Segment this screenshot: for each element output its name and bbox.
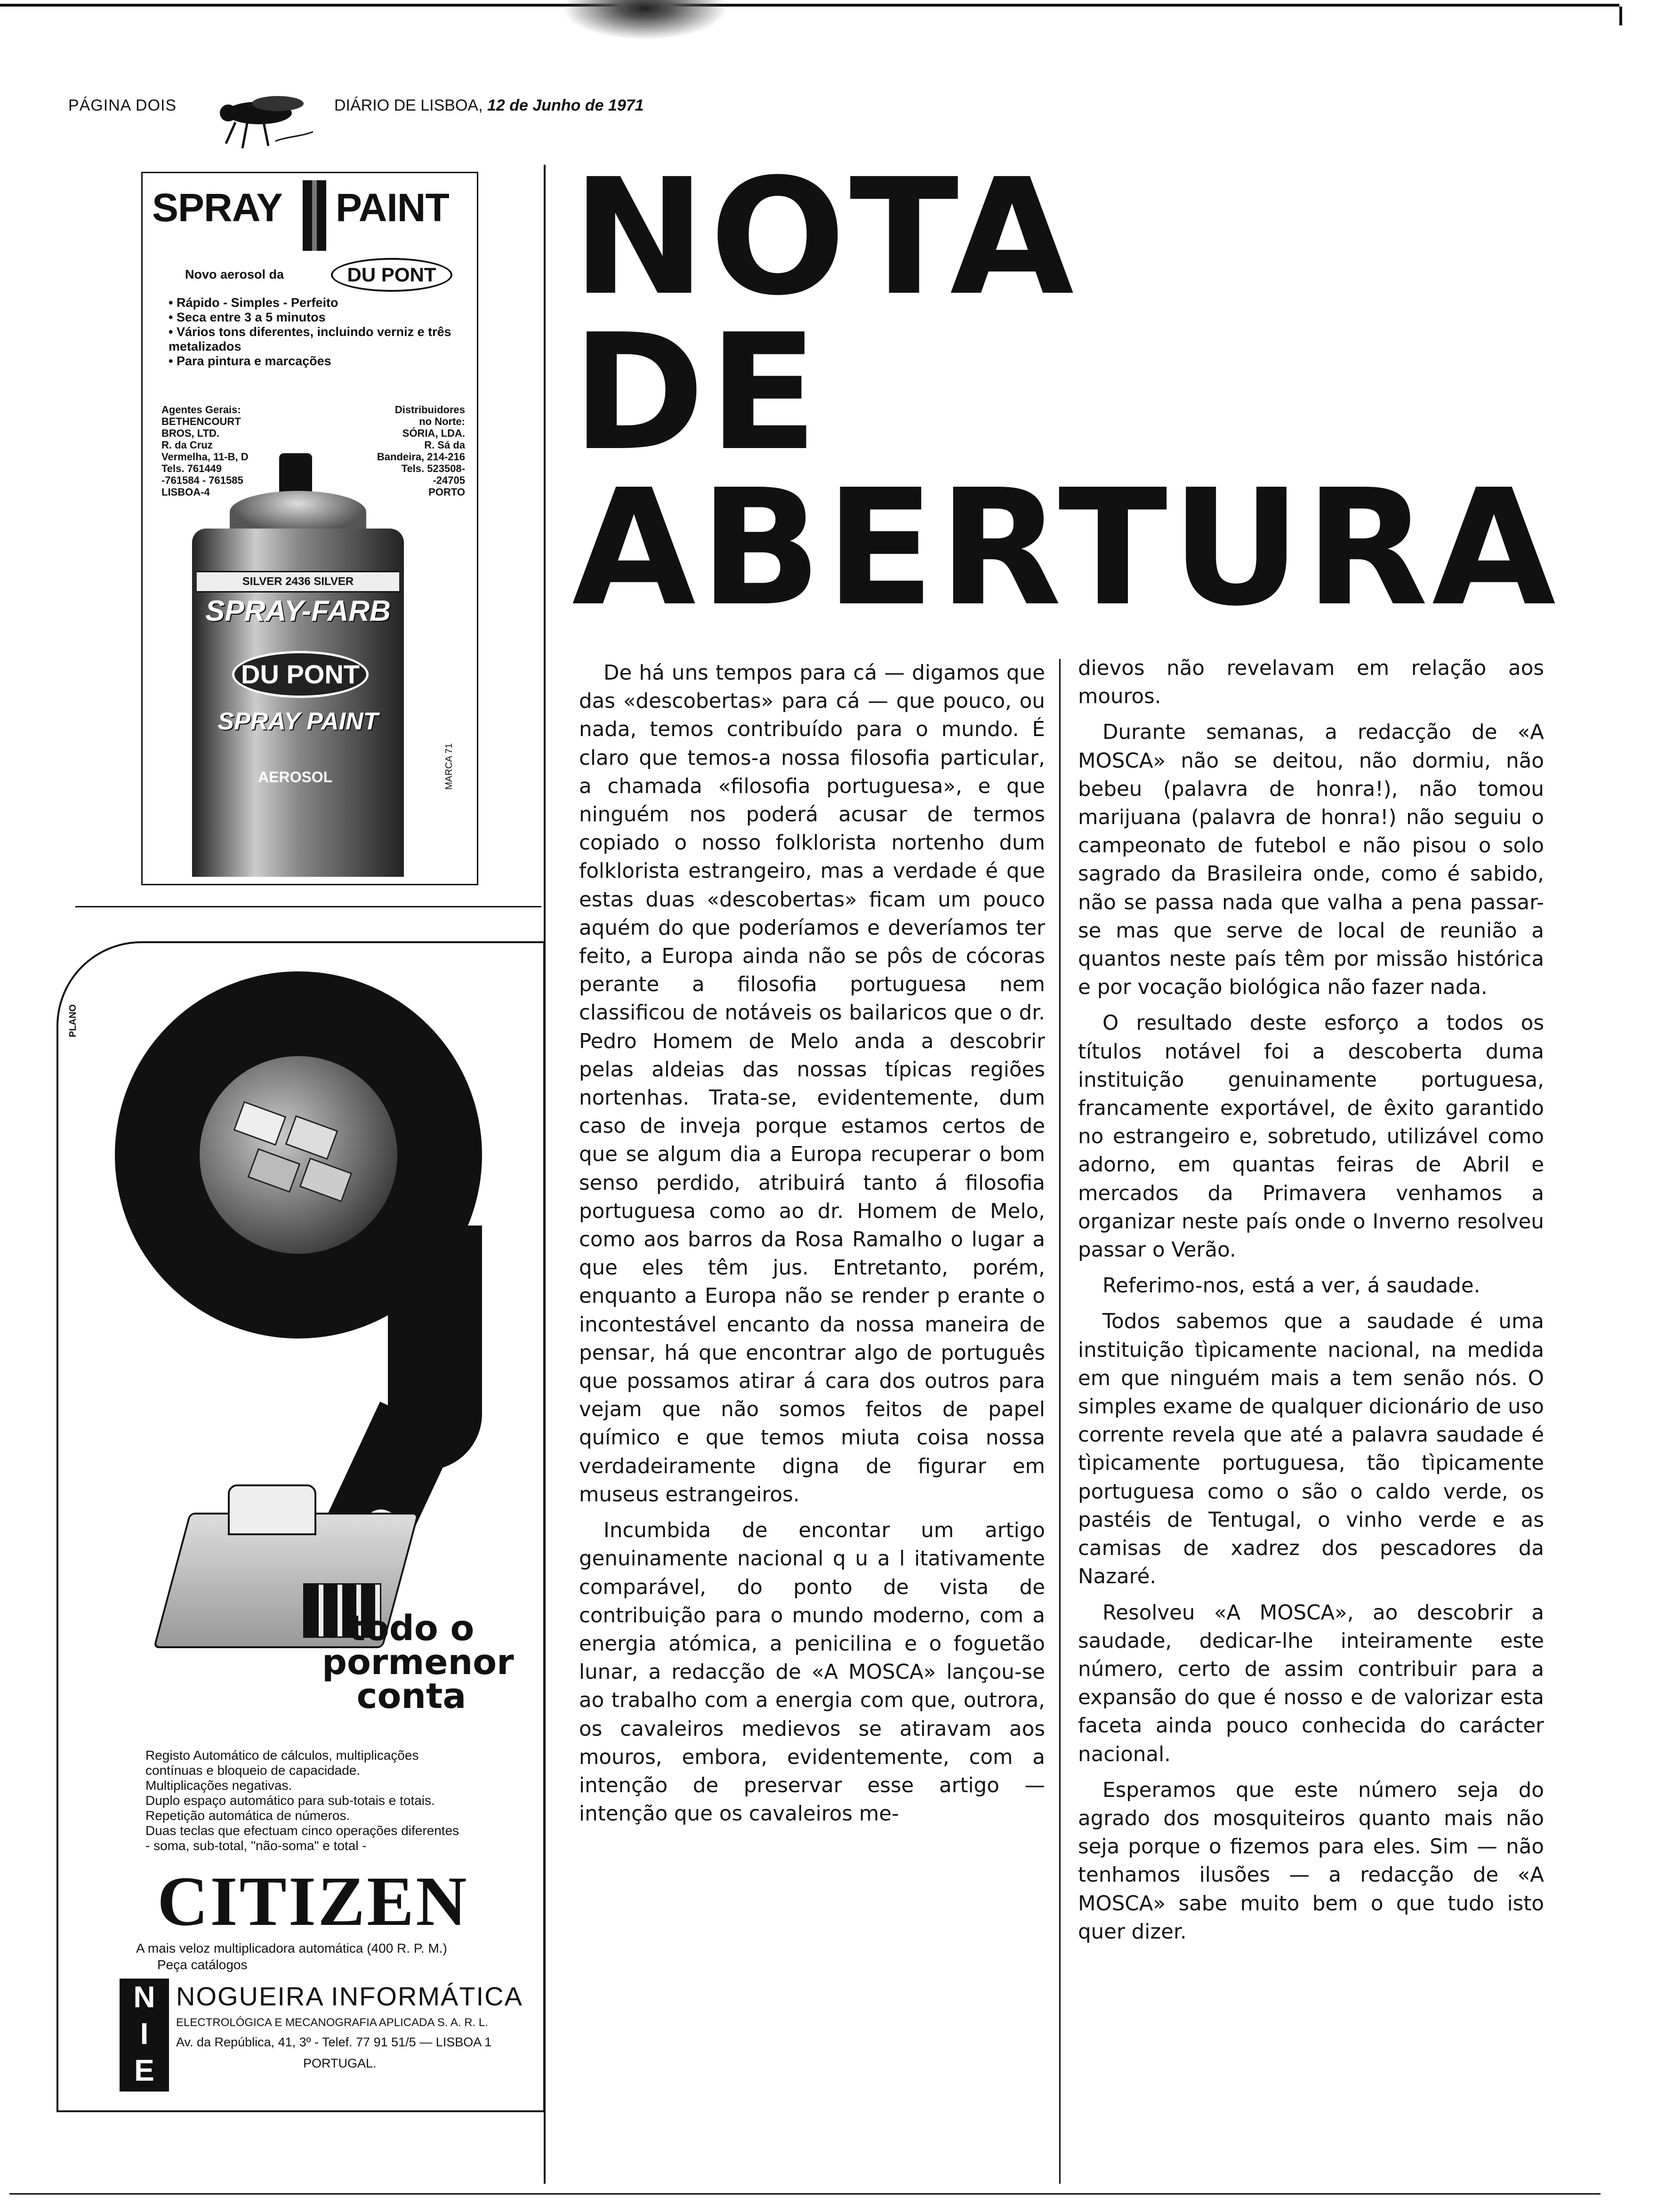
can-band xyxy=(197,571,399,593)
company-subtitle: ELECTROLÓGICA E MECANOGRAFIA APLICADA S. A. R. L. xyxy=(176,2016,488,2029)
feature-item: • Vários tons diferentes, incluindo verniz e três metalizados xyxy=(169,325,470,354)
can-nozzle xyxy=(279,453,312,496)
distributor-line: Bandeira, 214-216 xyxy=(377,451,465,463)
slogan-line: todo o xyxy=(348,1608,475,1649)
feature-line: Duplo espaço automático para sub-totais e totais. xyxy=(145,1793,435,1808)
spray-paint-ad xyxy=(141,172,478,885)
can-band-text: SILVER 2436 SILVER xyxy=(242,575,354,588)
can-dupont-logo xyxy=(232,651,369,698)
can-cap xyxy=(230,491,366,533)
headline-line: NOTA xyxy=(572,144,1078,331)
article-paragraph: Esperamos que este número seja do agrado dos mosquiteiros quanto mais não seja porque o fizemos para eles. Sim — não tenhamos ilusões — a redacção de «A MOSCA» sabe muito bem o que tudo isto quer dizer. xyxy=(1078,1778,1544,1944)
dupont-logo-text: DU PONT xyxy=(347,264,436,286)
feature-line: Repetição automática de números. xyxy=(145,1808,350,1823)
can-name: SPRAY-FARB xyxy=(205,595,391,627)
article-paragraph: dievos não revelavam em relação aos mouros. xyxy=(1078,657,1544,709)
distributor-line: PORTO xyxy=(428,486,465,498)
page-title xyxy=(572,144,1560,641)
header-date xyxy=(334,96,644,115)
catalog-request: Peça catálogos xyxy=(157,1957,248,1972)
key-icon xyxy=(233,1101,287,1146)
agents-line: Agentes Gerais: xyxy=(161,404,241,416)
feature-line: contínuas e bloqueio de capacidade. xyxy=(145,1763,361,1778)
agents-line: -761584 - 761585 xyxy=(161,474,243,486)
calculator-keys-closeup xyxy=(228,1098,360,1202)
company-country: PORTUGAL. xyxy=(303,2056,377,2070)
key-icon xyxy=(285,1115,338,1160)
can-product: SPRAY PAINT xyxy=(217,708,378,735)
ad-subtitle: Novo aerosol da xyxy=(185,267,284,281)
spray-can-icon xyxy=(303,180,326,251)
article-paragraph: Incumbida de encontar um artigo genuinamente nacional q u a l itativamente comparável, do ponto de vista de contribuição para o mundo moderno, com a energia atómica, a penicilina e o foguetão lunar, a redacção de «A MOSCA» lançou-se ao trabalho com a energia com que, outrora, os cavaleiros medievos se atiravam aos mouros, embora, evidentemente, com a intenção de preservar esse artigo — intenção que os cavaleiros me- xyxy=(579,1519,1045,1826)
distributor-line: no Norte: xyxy=(419,416,465,427)
citizen-brand: CITIZEN xyxy=(157,1862,469,1940)
logo-letter: E xyxy=(134,2053,154,2087)
scan-smudge xyxy=(555,0,734,42)
ad-credit: MARCA 71 xyxy=(444,743,454,790)
nie-logo xyxy=(120,1979,169,2092)
article-column-1 xyxy=(579,659,1045,1835)
column-rule-middle xyxy=(1059,659,1061,2184)
column-rule-left xyxy=(544,165,546,2184)
left-divider xyxy=(75,906,541,907)
feature-item: • Seca entre 3 a 5 minutos xyxy=(169,310,470,325)
citizen-ad xyxy=(56,941,545,2112)
distributor-line: R. Sá da xyxy=(424,439,465,451)
slogan-line: pormenor xyxy=(322,1642,514,1683)
fly-icon xyxy=(207,85,315,158)
feature-line: Registo Automático de cálculos, multiplicações xyxy=(145,1748,419,1763)
article-paragraph: O resultado deste esforço a todos os títulos notável foi a descoberta duma instituição genuinamente portuguesa, francamente exportável, de êxito garantido no estrangeiro e, sobretudo, utilizável como adorno, em quantas feiras de Abril e mercados da Primavera venhamos a organizar neste país onde o Inverno resolveu passar o Verão. xyxy=(1078,1011,1544,1262)
dupont-logo xyxy=(331,258,452,292)
can-brand: DU PONT xyxy=(241,659,360,689)
headline-line: ABERTURA xyxy=(572,455,1560,641)
feature-item: • Para pintura e marcações xyxy=(169,354,470,369)
issue-date: 12 de Junho de 1971 xyxy=(487,96,644,114)
company-address: Av. da República, 41, 3º - Telef. 77 91 51/5 — LISBOA 1 xyxy=(176,2035,492,2049)
bottom-border xyxy=(9,2193,1601,2195)
agents-line: BETHENCOURT xyxy=(161,416,241,427)
slogan-line: conta xyxy=(356,1676,467,1716)
agents-line: R. da Cruz xyxy=(161,439,213,451)
citizen-tagline: A mais veloz multiplicadora automática (400 R. P. M.) xyxy=(136,1941,447,1956)
article-paragraph: Todos sabemos que a saudade é uma instituição tìpicamente nacional, na medida em que ninguém mais a tem senão nós. O simples exame de qualquer dicionário de uso corrente revela que até a palavra saudade é tìpicamente portuguesa, tão tìpicamente portuguesa como o são o caldo verde, os pastéis de Tentugal, o vinho verde e as camisas de xadrez dos pescadores da Nazaré. xyxy=(1078,1310,1544,1589)
distributor-line: -24705 xyxy=(433,474,465,486)
logo-letter: N xyxy=(133,1980,155,2014)
agents-line: Vermelha, 11-B, D xyxy=(161,451,249,463)
feature-line: Duas teclas que efectuam cinco operações diferentes xyxy=(145,1823,459,1838)
feature-list xyxy=(169,296,470,369)
agents-line: BROS, LTD. xyxy=(161,427,220,439)
article-paragraph: Durante semanas, a redacção de «A MOSCA» não se deitou, não dormiu, não bebeu (palavra de honra!), não tomou marijuana (palavra de honra!) não seguiu o campeonato de futebol e não pisou o solo sagrado da Brasileira onde, como é sabido, não se passa nada que valha a pena passar-se mas que serve de local de reunião a quantos neste país têm por missão histórica e por vocação biológica não fazer nada. xyxy=(1078,721,1544,1000)
company-name: NOGUEIRA INFORMÁTICA xyxy=(176,1981,523,2011)
article-paragraph: De há uns tempos para cá — digamos que das «descobertas» para cá — que pouco, ou nada, temos contribuído para o mundo. É claro que temos-a nossa filosofia particular, a chamada «filosofia portuguesa», e que ninguém nos poderá acusar de termos copiado o nosso folklorista nortenho dum folklorista estrangeiro, mas a verdade é que estas duas «descobertas» ficam um pouco aquém do que poderíamos e deveríamos ter feito, a Europa ainda não se pôs de cócoras perante a filosofia portuguesa nem classificou de notáveis os bailaricos que o dr. Pedro Homem de Melo anda a descobrir pelas aldeias das nossas típicas regiões nortenhas. Trata-se, evidentemente, dum caso de inveja porque estamos certos de que se algum dia a Europa recuperar o bom senso perdido, atribuirá tanto á filosofia portuguesa como ao dr. Homem de Melo, como aos barros da Rosa Ramalho o lugar a que eles têm jus. Entretanto, porém, enquanto a Europa não se render p erante o incontestável encanto da nossa maneira de pensar, há que encontrar algo de português que possamos atirar á cara dos outros para vejam que não somos feitos de papel químico e que temos miuta coisa nossa verdadeiramente digna de figurar em museus estrangeiros. xyxy=(579,661,1045,1507)
article-paragraph: Resolveu «A MOSCA», ao descobrir a saudade, dedicar-lhe inteiramente este número, certo de assim contribuir para a expansão do que é nosso e de valorizar esta faceta ainda pouco conhecida do carácter nacional. xyxy=(1078,1601,1544,1766)
agents-line: LISBOA-4 xyxy=(161,486,210,498)
ad-title-left: SPRAY xyxy=(152,185,282,230)
spray-can-illustration xyxy=(187,453,409,877)
feature-line: - soma, sub-total, "não-soma" e total - xyxy=(145,1838,367,1853)
right-border xyxy=(1619,7,1622,25)
calculator-paper-roll xyxy=(228,1484,316,1535)
feature-line: Multiplicações negativas. xyxy=(145,1778,292,1793)
paper-name: DIÁRIO DE LISBOA, xyxy=(334,96,483,114)
key-icon xyxy=(248,1148,301,1193)
distributor-line: Tels. 523508- xyxy=(401,463,465,474)
top-border xyxy=(0,4,1619,7)
feature-item: • Rápido - Simples - Perfeito xyxy=(169,296,470,310)
article-column-2 xyxy=(1078,654,1544,1954)
agents-line: Tels. 761449 xyxy=(161,463,222,474)
key-icon xyxy=(299,1158,353,1202)
features-list xyxy=(145,1748,531,1853)
ad-title-right: PAINT xyxy=(336,185,449,230)
can-aerosol: AEROSOL xyxy=(258,769,333,785)
article-paragraph: Referimo-nos, está a ver, á saudade. xyxy=(1102,1274,1480,1298)
page-section: PÁGINA DOIS xyxy=(68,96,177,114)
headline-line: DE xyxy=(572,300,822,486)
slogan xyxy=(322,1608,514,1716)
distributor-line: Distribuidores xyxy=(394,404,465,416)
ad-credit: PLANO xyxy=(68,1004,78,1037)
distributor-line: SÓRIA, LDA. xyxy=(402,427,465,439)
logo-letter: I xyxy=(140,2017,149,2051)
